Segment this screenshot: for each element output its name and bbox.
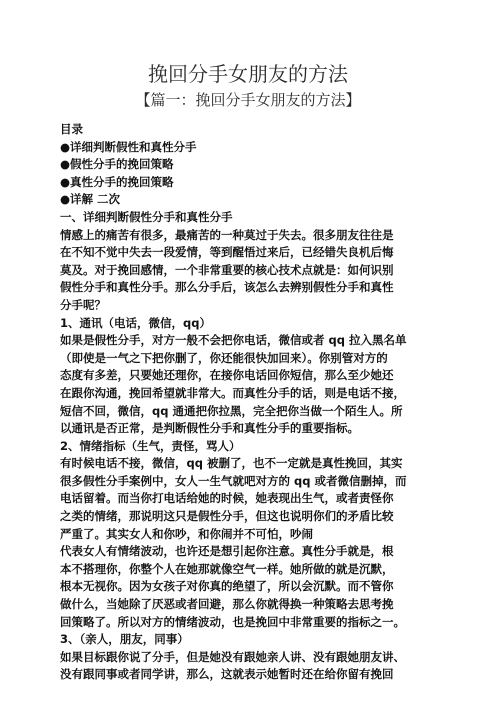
body-line: 回策略了。所以对方的情绪波动，也是挽回中非常重要的指标之一。 bbox=[60, 614, 405, 629]
body-line: 很多假性分手案例中，女人一生气就吧对方的 qq 或者微信删掉，而 bbox=[60, 473, 407, 488]
document-body bbox=[60, 121, 460, 684]
body-line: 没有跟同事或者同学讲，那么，这就表示她暂时还在给你留有挽回 bbox=[60, 667, 394, 682]
body-line: （即使是一气之下把你删了，你还能很快加回来）。你别管对方的 bbox=[60, 350, 388, 365]
body-line: 以通讯是否正常，是判断假性分手和真性分手的重要指标。 bbox=[60, 421, 359, 436]
body-line: 分手呢？ bbox=[60, 297, 106, 312]
body-line: 根本无视你。因为女孩子对你真的绝望了，所以会沉默。而不管你 bbox=[60, 579, 394, 594]
body-line: 严重了。其实女人和你吵，和你闹并不可怕，吵闹 bbox=[60, 526, 313, 541]
body-line: ●真性分手的挽回策略 bbox=[60, 174, 174, 189]
body-line: ●详解 二次 bbox=[60, 192, 121, 207]
body-line: 2、情绪指标（生气，责怪，骂人） bbox=[60, 438, 241, 453]
body-line: ●详细判断假性和真性分手 bbox=[60, 139, 197, 154]
body-line: 如果目标跟你说了分手，但是她没有跟她亲人讲、没有跟她朋友讲、 bbox=[60, 649, 405, 664]
body-line: 情感上的痛苦有很多，最痛苦的一种莫过于失去。很多朋友往往是 bbox=[60, 227, 394, 242]
body-line: 假性分手和真性分手。那么分手后，该怎么去辨别假性分手和真性 bbox=[60, 280, 394, 295]
body-line: ●假性分手的挽回策略 bbox=[60, 157, 174, 172]
body-line: 1、通讯（电话，微信，qq） bbox=[60, 315, 211, 330]
body-line: 3、（亲人，朋友，同事） bbox=[60, 632, 189, 647]
body-line: 目录 bbox=[60, 122, 83, 136]
body-line: 有时候电话不接，微信，qq 被删了，也不一定就是真性挽回，其实 bbox=[60, 456, 403, 471]
body-line: 做什么，当她除了厌恶或者回避，那么你就得换一种策略去思考挽 bbox=[60, 597, 394, 612]
document-title: 挽回分手女朋友的方法 bbox=[148, 62, 348, 86]
body-line: 电话留着。而当你打电话给她的时候，她表现出生气，或者责怪你 bbox=[60, 491, 394, 506]
body-line: 在跟你沟通，挽回希望就非常大。而真性分手的话，则是电话不接， bbox=[60, 385, 405, 400]
body-line: 一、详细判断假性分手和真性分手 bbox=[60, 209, 233, 224]
body-line: 本不搭理你，你整个人在她那就像空气一样。她所做的就是沉默， bbox=[60, 561, 394, 576]
document-subtitle: 【篇一：挽回分手女朋友的方法】 bbox=[135, 91, 361, 109]
body-line: 代表女人有情绪波动，也许还是想引起你注意。真性分手就是，根 bbox=[60, 544, 394, 559]
body-line: 短信不回，微信，qq 通通把你拉黑，完全把你当做一个陌生人。所 bbox=[60, 403, 403, 418]
body-line: 态度有多差，只要她还理你，在接你电话回你短信，那么至少她还 bbox=[60, 368, 394, 383]
body-line: 如果是假性分手，对方一般不会把你电话，微信或者 qq 拉入黑名单 bbox=[60, 333, 407, 348]
body-line: 之类的情绪，那说明这只是假性分手，但这也说明你们的矛盾比较 bbox=[60, 509, 394, 524]
body-line: 莫及。对于挽回感情，一个非常重要的核心技术点就是：如何识别 bbox=[60, 262, 394, 277]
body-line: 在不知不觉中失去一段爱情，等到醒悟过来后，已经错失良机后悔 bbox=[60, 245, 394, 260]
